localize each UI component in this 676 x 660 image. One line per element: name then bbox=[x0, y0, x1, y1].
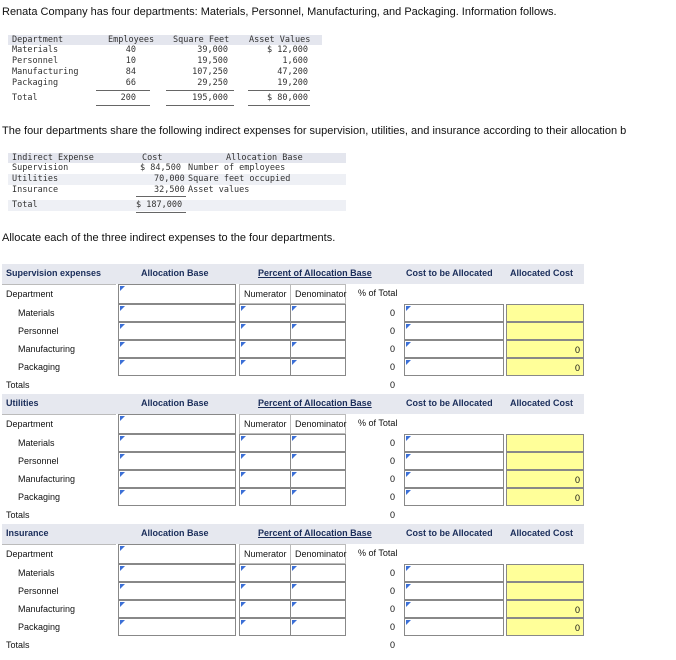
allocation-base-input[interactable] bbox=[118, 304, 236, 322]
input-marker-icon bbox=[406, 490, 411, 495]
divider bbox=[166, 105, 234, 106]
table-row bbox=[2, 470, 584, 488]
department-label: Department bbox=[2, 284, 116, 304]
instruction-text: Allocate each of the three indirect expenses to the four departments. bbox=[2, 232, 336, 244]
cell-base: Asset values bbox=[188, 185, 250, 195]
denominator-label: Denominator bbox=[290, 414, 346, 434]
input-marker-icon bbox=[292, 620, 297, 625]
input-marker-icon bbox=[292, 324, 297, 329]
input-marker-icon bbox=[120, 360, 125, 365]
cost-to-be-allocated-input[interactable] bbox=[404, 488, 504, 506]
section-title: Insurance bbox=[6, 528, 49, 538]
section-supervision bbox=[2, 264, 584, 394]
cell-total-label: Total bbox=[12, 93, 38, 103]
percent-of-total-value: 0 bbox=[389, 362, 395, 372]
allocation-base-input[interactable] bbox=[118, 600, 236, 618]
cell-base: Square feet occupied bbox=[188, 174, 291, 184]
percent-of-total-label: % of Total bbox=[358, 288, 398, 298]
header-asset-values: Asset Values bbox=[249, 35, 311, 45]
input-marker-icon bbox=[292, 472, 297, 477]
input-marker-icon bbox=[120, 454, 125, 459]
section-header-row bbox=[2, 394, 584, 414]
cell-cost: $ 84,500 bbox=[140, 163, 181, 173]
input-marker-icon bbox=[241, 324, 246, 329]
input-marker-icon bbox=[120, 436, 125, 441]
table-row bbox=[8, 174, 346, 185]
cell-employees: 10 bbox=[125, 56, 136, 66]
section-utilities bbox=[2, 394, 584, 524]
cell-expense: Utilities bbox=[12, 174, 59, 184]
divider bbox=[136, 212, 186, 213]
percent-of-total-value: 0 bbox=[389, 438, 395, 448]
numerator-label: Numerator bbox=[239, 414, 291, 434]
intro2-text: The four departments share the following indirect expenses for supervision, utilities, and insurance according to their allocation b bbox=[2, 125, 627, 137]
allocation-base-input[interactable] bbox=[118, 564, 236, 582]
section-title: Utilities bbox=[6, 398, 39, 408]
input-marker-icon bbox=[406, 436, 411, 441]
header-employees: Employees bbox=[108, 35, 155, 45]
section-header-row bbox=[2, 264, 584, 284]
cost-to-be-allocated-header: Cost to be Allocated bbox=[406, 398, 493, 408]
department-name: Packaging bbox=[18, 362, 61, 372]
header-department: Department bbox=[12, 35, 64, 45]
allocated-cost-value[interactable]: 0 bbox=[506, 358, 584, 376]
input-marker-icon bbox=[241, 584, 246, 589]
department-name: Packaging bbox=[18, 492, 61, 502]
numerator-input[interactable] bbox=[239, 470, 291, 488]
cell-employees: 40 bbox=[125, 45, 136, 55]
department-name: Personnel bbox=[18, 326, 59, 336]
input-marker-icon bbox=[241, 306, 246, 311]
numerator-input[interactable] bbox=[239, 434, 291, 452]
department-name: Materials bbox=[18, 308, 55, 318]
department-subheader-row bbox=[2, 414, 584, 434]
input-marker-icon bbox=[241, 490, 246, 495]
cost-to-be-allocated-input[interactable] bbox=[404, 434, 504, 452]
denominator-input[interactable] bbox=[290, 618, 346, 636]
allocation-base-input[interactable] bbox=[118, 488, 236, 506]
totals-percent-value: 0 bbox=[389, 380, 395, 390]
input-marker-icon bbox=[241, 472, 246, 477]
denominator-input[interactable] bbox=[290, 470, 346, 488]
allocated-cost-value[interactable]: 0 bbox=[506, 470, 584, 488]
numerator-input[interactable] bbox=[239, 600, 291, 618]
totals-row bbox=[2, 506, 584, 524]
denominator-input[interactable] bbox=[290, 304, 346, 322]
numerator-label: Numerator bbox=[239, 284, 291, 304]
department-name: Materials bbox=[18, 438, 55, 448]
section-insurance bbox=[2, 524, 584, 654]
input-marker-icon bbox=[292, 342, 297, 347]
cell-cost: 70,000 bbox=[154, 174, 185, 184]
header-indirect-expense: Indirect Expense bbox=[12, 153, 94, 163]
expense-table-header bbox=[8, 153, 346, 163]
cell-assets: 19,200 bbox=[277, 78, 308, 88]
cost-to-be-allocated-input[interactable] bbox=[404, 470, 504, 488]
header-square-feet: Square Feet bbox=[173, 35, 230, 45]
table-row bbox=[2, 304, 584, 322]
percent-of-total-label: % of Total bbox=[358, 548, 398, 558]
table-row bbox=[2, 322, 584, 340]
input-marker-icon bbox=[292, 436, 297, 441]
divider bbox=[248, 90, 310, 91]
table-row bbox=[2, 582, 584, 600]
allocated-cost-value[interactable]: 0 bbox=[506, 600, 584, 618]
numerator-label: Numerator bbox=[239, 544, 291, 564]
expense-table bbox=[8, 153, 346, 211]
input-marker-icon bbox=[406, 584, 411, 589]
percent-of-total-value: 0 bbox=[389, 456, 395, 466]
input-marker-icon bbox=[120, 416, 125, 421]
department-name: Materials bbox=[18, 568, 55, 578]
cost-to-be-allocated-input[interactable] bbox=[404, 564, 504, 582]
numerator-input[interactable] bbox=[239, 564, 291, 582]
department-name: Manufacturing bbox=[18, 604, 76, 614]
input-marker-icon bbox=[406, 602, 411, 607]
denominator-label: Denominator bbox=[290, 544, 346, 564]
cell-base: Number of employees bbox=[188, 163, 286, 173]
table-row bbox=[2, 488, 584, 506]
allocated-cost-value[interactable] bbox=[506, 322, 584, 340]
department-name: Manufacturing bbox=[18, 474, 76, 484]
input-marker-icon bbox=[292, 360, 297, 365]
table-row bbox=[8, 67, 322, 78]
input-marker-icon bbox=[241, 360, 246, 365]
department-table bbox=[8, 35, 322, 104]
cost-to-be-allocated-input[interactable] bbox=[404, 452, 504, 470]
department-label: Department bbox=[2, 414, 116, 434]
numerator-input[interactable] bbox=[239, 340, 291, 358]
input-marker-icon bbox=[406, 360, 411, 365]
allocation-base-input[interactable] bbox=[118, 452, 236, 470]
divider bbox=[96, 90, 150, 91]
allocation-base-header: Allocation Base bbox=[141, 528, 209, 538]
cost-to-be-allocated-input[interactable] bbox=[404, 322, 504, 340]
header-cost: Cost bbox=[142, 153, 163, 163]
table-row bbox=[8, 78, 322, 89]
percent-of-total-value: 0 bbox=[389, 568, 395, 578]
allocation-base-input[interactable] bbox=[118, 582, 236, 600]
percent-of-total-value: 0 bbox=[389, 604, 395, 614]
input-marker-icon bbox=[120, 490, 125, 495]
cell-dept: Packaging bbox=[12, 78, 59, 88]
department-subheader-row bbox=[2, 544, 584, 564]
cell-sqft: 39,000 bbox=[197, 45, 228, 55]
input-marker-icon bbox=[241, 436, 246, 441]
department-name: Personnel bbox=[18, 456, 59, 466]
input-marker-icon bbox=[120, 620, 125, 625]
totals-percent-value: 0 bbox=[389, 640, 395, 650]
denominator-input[interactable] bbox=[290, 322, 346, 340]
table-row bbox=[2, 340, 584, 358]
input-marker-icon bbox=[406, 306, 411, 311]
allocation-base-input[interactable] bbox=[118, 618, 236, 636]
input-marker-icon bbox=[120, 602, 125, 607]
table-row bbox=[8, 56, 322, 67]
cell-total-sqft: 195,000 bbox=[192, 93, 228, 103]
allocated-cost-header: Allocated Cost bbox=[510, 528, 574, 538]
department-label: Department bbox=[2, 544, 116, 564]
input-marker-icon bbox=[120, 324, 125, 329]
cell-cost: 32,500 bbox=[154, 185, 185, 195]
input-marker-icon bbox=[120, 342, 125, 347]
percent-of-total-label: % of Total bbox=[358, 418, 398, 428]
table-row bbox=[2, 600, 584, 618]
denominator-input[interactable] bbox=[290, 582, 346, 600]
department-base-input[interactable] bbox=[118, 414, 236, 434]
table-row bbox=[2, 358, 584, 376]
cell-expense: Insurance bbox=[12, 185, 59, 195]
percent-header: Percent of Allocation Base bbox=[258, 528, 372, 538]
table-row bbox=[2, 434, 584, 452]
input-marker-icon bbox=[406, 620, 411, 625]
input-marker-icon bbox=[292, 602, 297, 607]
totals-label: Totals bbox=[6, 640, 30, 650]
percent-of-total-value: 0 bbox=[389, 344, 395, 354]
totals-row bbox=[2, 376, 584, 394]
input-marker-icon bbox=[406, 324, 411, 329]
input-marker-icon bbox=[241, 566, 246, 571]
allocation-grid bbox=[2, 264, 584, 654]
cell-sqft: 107,250 bbox=[192, 67, 228, 77]
cell-expense: Supervision bbox=[12, 163, 69, 173]
cell-sqft: 19,500 bbox=[197, 56, 228, 66]
percent-of-total-value: 0 bbox=[389, 586, 395, 596]
input-marker-icon bbox=[292, 454, 297, 459]
input-marker-icon bbox=[120, 472, 125, 477]
input-marker-icon bbox=[292, 490, 297, 495]
department-subheader-row bbox=[2, 284, 584, 304]
allocated-cost-value[interactable]: 0 bbox=[506, 618, 584, 636]
cell-sqft: 29,250 bbox=[197, 78, 228, 88]
divider bbox=[248, 105, 310, 106]
input-marker-icon bbox=[406, 566, 411, 571]
numerator-input[interactable] bbox=[239, 452, 291, 470]
allocated-cost-value[interactable]: 0 bbox=[506, 488, 584, 506]
input-marker-icon bbox=[120, 546, 125, 551]
input-marker-icon bbox=[406, 342, 411, 347]
cell-assets: 47,200 bbox=[277, 67, 308, 77]
table-row bbox=[8, 45, 322, 56]
allocated-cost-header: Allocated Cost bbox=[510, 268, 574, 278]
table-row bbox=[2, 564, 584, 582]
denominator-input[interactable] bbox=[290, 358, 346, 376]
cell-employees: 66 bbox=[125, 78, 136, 88]
cell-dept: Personnel bbox=[12, 56, 59, 66]
allocation-base-input[interactable] bbox=[118, 470, 236, 488]
allocated-cost-value[interactable] bbox=[506, 304, 584, 322]
divider bbox=[136, 196, 186, 197]
cost-to-be-allocated-header: Cost to be Allocated bbox=[406, 528, 493, 538]
allocated-cost-header: Allocated Cost bbox=[510, 398, 574, 408]
section-title: Supervision expenses bbox=[6, 268, 102, 278]
allocation-base-header: Allocation Base bbox=[141, 268, 209, 278]
cost-to-be-allocated-input[interactable] bbox=[404, 340, 504, 358]
input-marker-icon bbox=[406, 472, 411, 477]
cell-dept: Materials bbox=[12, 45, 59, 55]
input-marker-icon bbox=[241, 454, 246, 459]
denominator-input[interactable] bbox=[290, 564, 346, 582]
cost-to-be-allocated-input[interactable] bbox=[404, 582, 504, 600]
denominator-input[interactable] bbox=[290, 452, 346, 470]
percent-header: Percent of Allocation Base bbox=[258, 398, 372, 408]
allocated-cost-value[interactable] bbox=[506, 582, 584, 600]
cell-total-employees: 200 bbox=[120, 93, 136, 103]
table-total-row bbox=[8, 200, 346, 211]
cell-dept: Manufacturing bbox=[12, 67, 79, 77]
percent-of-total-value: 0 bbox=[389, 474, 395, 484]
department-name: Personnel bbox=[18, 586, 59, 596]
cell-total-label: Total bbox=[12, 200, 38, 210]
allocated-cost-value[interactable] bbox=[506, 434, 584, 452]
percent-of-total-value: 0 bbox=[389, 622, 395, 632]
numerator-input[interactable] bbox=[239, 618, 291, 636]
input-marker-icon bbox=[120, 566, 125, 571]
denominator-label: Denominator bbox=[290, 284, 346, 304]
totals-row bbox=[2, 636, 584, 654]
table-row bbox=[8, 163, 346, 174]
department-name: Packaging bbox=[18, 622, 61, 632]
input-marker-icon bbox=[406, 454, 411, 459]
input-marker-icon bbox=[120, 584, 125, 589]
header-allocation-base: Allocation Base bbox=[226, 153, 303, 163]
cost-to-be-allocated-input[interactable] bbox=[404, 618, 504, 636]
numerator-input[interactable] bbox=[239, 304, 291, 322]
totals-percent-value: 0 bbox=[389, 510, 395, 520]
input-marker-icon bbox=[292, 306, 297, 311]
percent-of-total-value: 0 bbox=[389, 492, 395, 502]
cost-to-be-allocated-header: Cost to be Allocated bbox=[406, 268, 493, 278]
allocation-base-header: Allocation Base bbox=[141, 398, 209, 408]
numerator-input[interactable] bbox=[239, 582, 291, 600]
allocated-cost-value[interactable]: 0 bbox=[506, 340, 584, 358]
divider bbox=[166, 90, 234, 91]
department-base-input[interactable] bbox=[118, 544, 236, 564]
table-row bbox=[2, 618, 584, 636]
numerator-input[interactable] bbox=[239, 488, 291, 506]
allocated-cost-value[interactable] bbox=[506, 452, 584, 470]
department-base-input[interactable] bbox=[118, 284, 236, 304]
numerator-input[interactable] bbox=[239, 358, 291, 376]
cost-to-be-allocated-input[interactable] bbox=[404, 600, 504, 618]
table-row bbox=[2, 452, 584, 470]
totals-label: Totals bbox=[6, 510, 30, 520]
allocated-cost-value[interactable] bbox=[506, 564, 584, 582]
numerator-input[interactable] bbox=[239, 322, 291, 340]
input-marker-icon bbox=[241, 602, 246, 607]
department-name: Manufacturing bbox=[18, 344, 76, 354]
cell-assets: $ 12,000 bbox=[267, 45, 308, 55]
cost-to-be-allocated-input[interactable] bbox=[404, 304, 504, 322]
denominator-input[interactable] bbox=[290, 434, 346, 452]
denominator-input[interactable] bbox=[290, 488, 346, 506]
input-marker-icon bbox=[292, 566, 297, 571]
allocation-base-input[interactable] bbox=[118, 358, 236, 376]
percent-of-total-value: 0 bbox=[389, 326, 395, 336]
section-header-row bbox=[2, 524, 584, 544]
allocation-base-input[interactable] bbox=[118, 322, 236, 340]
allocation-base-input[interactable] bbox=[118, 434, 236, 452]
allocation-base-input[interactable] bbox=[118, 340, 236, 358]
intro-text: Renata Company has four departments: Materials, Personnel, Manufacturing, and Packaging. Information follows. bbox=[2, 6, 557, 18]
cost-to-be-allocated-input[interactable] bbox=[404, 358, 504, 376]
cell-employees: 84 bbox=[125, 67, 136, 77]
percent-header: Percent of Allocation Base bbox=[258, 268, 372, 278]
denominator-input[interactable] bbox=[290, 600, 346, 618]
table-total-row bbox=[8, 93, 322, 104]
cell-total-cost: $ 187,000 bbox=[136, 200, 183, 210]
percent-of-total-value: 0 bbox=[389, 308, 395, 318]
divider bbox=[96, 105, 150, 106]
input-marker-icon bbox=[241, 342, 246, 347]
totals-label: Totals bbox=[6, 380, 30, 390]
cell-total-assets: $ 80,000 bbox=[267, 93, 308, 103]
input-marker-icon bbox=[292, 584, 297, 589]
input-marker-icon bbox=[120, 286, 125, 291]
input-marker-icon bbox=[120, 306, 125, 311]
department-table-header bbox=[8, 35, 322, 45]
table-row bbox=[8, 185, 346, 196]
input-marker-icon bbox=[241, 620, 246, 625]
denominator-input[interactable] bbox=[290, 340, 346, 358]
cell-assets: 1,600 bbox=[282, 56, 308, 66]
